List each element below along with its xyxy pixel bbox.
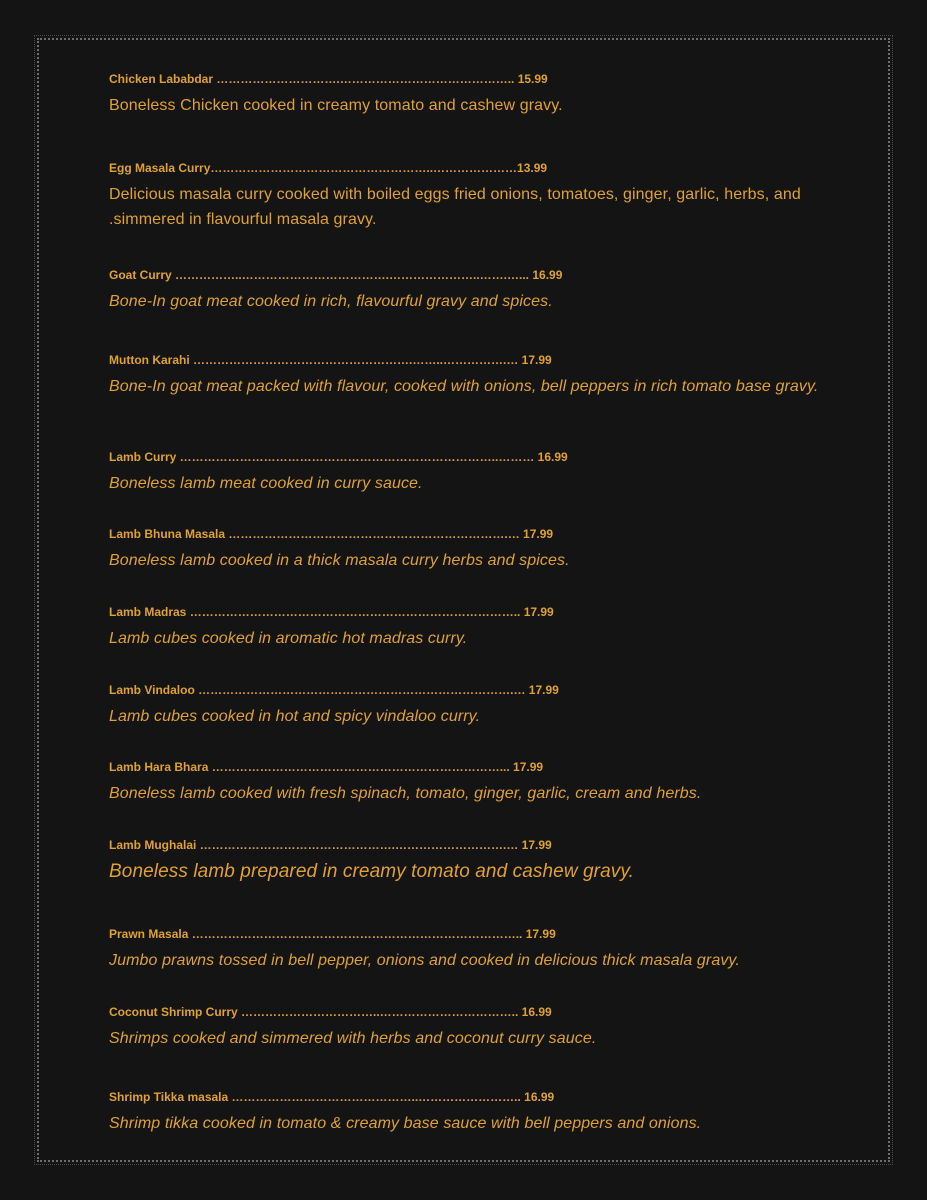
- menu-item-heading: Goat Curry ……………..……………………………….…………………..…….…... 16.99: [109, 268, 563, 282]
- menu-item-lamb-hara-bhara: [109, 755, 869, 806]
- menu-item-heading: Mutton Karahi ……………………………………………….……..…………….… 17.99: [109, 353, 552, 367]
- menu-item-heading: Lamb Bhuna Masala …………………………………………………………….… 17.99: [109, 527, 554, 541]
- menu-item-description: Jumbo prawns tossed in bell pepper, onions and cooked in delicious thick masala gravy.: [109, 952, 740, 969]
- menu-item-heading: Prawn Masala ……………………………………………………………………….. 17.99: [109, 927, 556, 941]
- menu-item-description: Lamb cubes cooked in aromatic hot madras curry.: [109, 630, 468, 647]
- menu-item-lamb-mughalai: [109, 833, 869, 884]
- menu-item-chicken-lababdar: [109, 67, 869, 118]
- menu-item-egg-masala-curry: [109, 156, 869, 232]
- menu-item-description: Delicious masala curry cooked with boiled eggs fried onions, tomatoes, ginger, garlic, herbs, and .simmered in flavourful masala gravy.: [109, 186, 801, 228]
- menu-item-heading: Lamb Madras ……………………………………………………………………….. 17.99: [109, 605, 554, 619]
- menu-item-description: Boneless Chicken cooked in creamy tomato and cashew gravy.: [109, 97, 563, 114]
- menu-item-description: Boneless lamb prepared in creamy tomato and cashew gravy.: [109, 861, 634, 882]
- menu-item-description: Boneless lamb meat cooked in curry sauce.: [109, 475, 423, 492]
- menu-item-heading: Chicken Lababdar ………………………….…………………………………….. 15.99: [109, 72, 548, 86]
- menu-item-lamb-curry: [109, 445, 869, 496]
- menu-item-mutton-karahi: [109, 348, 869, 399]
- menu-item-coconut-shrimp-curry: [109, 1000, 869, 1051]
- menu-item-heading: Lamb Mughalai ………………………………………….……………………….… 17.99: [109, 838, 552, 852]
- menu-item-heading: Coconut Shrimp Curry ……………………………..…………………………….. 16.99: [109, 1005, 552, 1019]
- menu-item-goat-curry: [109, 263, 869, 314]
- menu-item-heading: Lamb Vindaloo …………………………………………………………………….… 17.99: [109, 683, 559, 697]
- menu-item-lamb-madras: [109, 600, 869, 651]
- menu-item-heading: Egg Masala Curry………………………………………………..…………………13.99: [109, 161, 548, 175]
- menu-item-prawn-masala: [109, 922, 869, 973]
- menu-item-heading: Shrimp Tikka masala ………………………………………..…………………….. 16.99: [109, 1090, 555, 1104]
- menu-item-description: Shrimps cooked and simmered with herbs and coconut curry sauce.: [109, 1030, 597, 1047]
- menu-item-description: Bone-In goat meat packed with flavour, cooked with onions, bell peppers in rich tomato base gravy.: [109, 378, 819, 395]
- menu-item-description: Bone-In goat meat cooked in rich, flavourful gravy and spices.: [109, 293, 553, 310]
- menu-item-description: Boneless lamb cooked in a thick masala curry herbs and spices.: [109, 552, 570, 569]
- menu-item-lamb-bhuna-masala: [109, 522, 869, 573]
- menu-item-heading: Lamb Curry ……………………………………………………………………..……… 16.99: [109, 450, 568, 464]
- menu-item-description: Shrimp tikka cooked in tomato & creamy base sauce with bell peppers and onions.: [109, 1115, 702, 1132]
- menu-item-shrimp-tikka-masala: [109, 1085, 869, 1136]
- menu-item-lamb-vindaloo: [109, 678, 869, 729]
- menu-item-heading: Lamb Hara Bhara ………………………………………………………………... 17.99: [109, 760, 544, 774]
- menu-item-description: Lamb cubes cooked in hot and spicy vindaloo curry.: [109, 708, 481, 725]
- menu-item-description: Boneless lamb cooked with fresh spinach, tomato, ginger, garlic, cream and herbs.: [109, 785, 702, 802]
